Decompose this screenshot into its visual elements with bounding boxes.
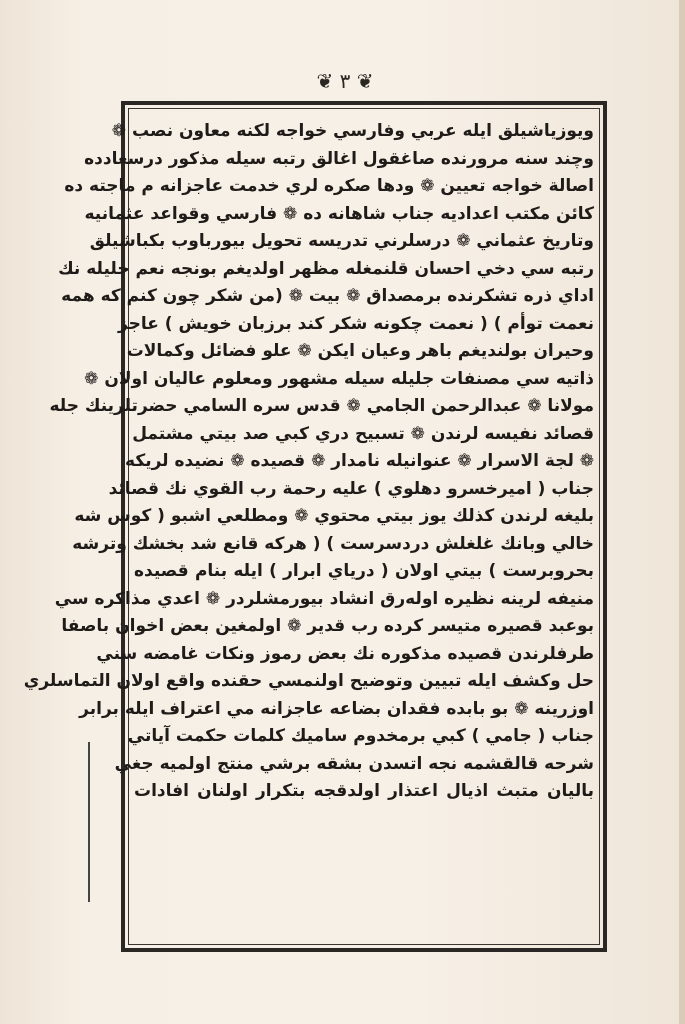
text-line: منيفه لرينه نظيره اولەرق انشاد بيورمشلردر ❁ اعدي مذاكره سي [54,588,594,609]
text-line: شرحه قالقشمه نجه اتسدن بشقه برشي منتج اولميه جغي [114,753,594,774]
text-line: وچند سنه مرورنده صاغقول اغالق رتبه سيله مذكور درسعادده [84,148,594,169]
text-line: وتاريخ عثماني ❁ درسلرني تدريسه تحويل بيورباوب بكباشيلق [89,231,594,251]
text-line: جناب ( اميرخسرو دهلوي ) عليه رحمة رب القوي نك قصائد [108,478,594,499]
text-line: اداي ذره تشكرنده برمصداق ❁ بيت ❁ (من شكر چون كنم كه همه [61,286,594,306]
body-text [23,118,594,944]
page-header [300,68,390,94]
text-line: طرفلرندن قصيده مذكوره نك بعض رموز ونكات غامضه سني [96,643,594,664]
margin-pencil-mark [88,742,96,902]
text-line: بليغه لرندن كذلك يوز بيتي محتوي ❁ ومطلعي اشبو ( كوس شه [74,506,594,526]
text-line: حل وكشف ايله تبيين وتوضيح اولنمسي حقنده واقع اولان التماسلري [23,671,594,691]
text-line: بوعبد قصيره متيسر كرده رب قدير ❁ اولمغين بعض اخوان باصفا [61,616,594,636]
text-line: قصائد نفيسه لرندن ❁ تسبيح دري كبي صد بيتي مشتمل [132,423,594,444]
text-line: خالي وبانك غلغلش دردسرست ) ( هركه قانع شد بخشك وترشه [72,533,594,554]
ornament-left-icon: ❦ [316,69,334,93]
page-edge [679,0,685,1024]
text-line: ذاتيه سي مصنفات جليله سيله مشهور ومعلوم عاليان اولان ❁ [84,368,594,389]
text-line: نعمت توأم ) ( نعمت چكونه شكر كند برزبان خويش ) عاجز [118,313,594,334]
text-line: كائن مكتب اعداديه جناب شاهانه ده ❁ فارسي وقواعد عثمانيه [84,203,594,224]
text-line: رتبه سي دخي احسان قلنمغله مظهر اولديغم بونجه نعم جليله نك [58,258,594,279]
text-line: باليان متبث اذيال اعتذار اولدقجه بتكرار اولنان افادات [134,781,594,801]
text-line: اوزرينه ❁ بو بابده فقدان بضاعه عاجزانه مي اعتراف ايله برابر [79,698,594,719]
text-line: وحيران بولنديغم باهر وعيان ايكن ❁ علو فضائل وكمالات [126,341,594,361]
text-line: جناب ( جامي ) كبي برمخدوم ساميك كلمات حكمت آياتي [127,726,594,746]
page-number: ٣ [339,69,351,93]
text-line: ❁ لجة الاسرار ❁ عنوانيله نامدار ❁ قصيده ❁ نضيده لريكه [125,451,594,471]
text-line: بحروبرست ) بيتي اولان ( درياي ابرار ) ايله بنام قصيده [134,561,594,581]
text-line: ويوزياشيلق ايله عربي وفارسي خواجه لكنه معاون نصب ❁ [111,121,594,141]
text-line: اصالة خواجه تعيين ❁ ودها صكره لري خدمت عاجزانه م ماجته ده [64,176,594,196]
ornament-right-icon: ❦ [356,69,374,93]
text-line: مولانا ❁ عبدالرحمن الجامي ❁ قدس سره السامي حضرتلرينك جله [49,396,594,416]
